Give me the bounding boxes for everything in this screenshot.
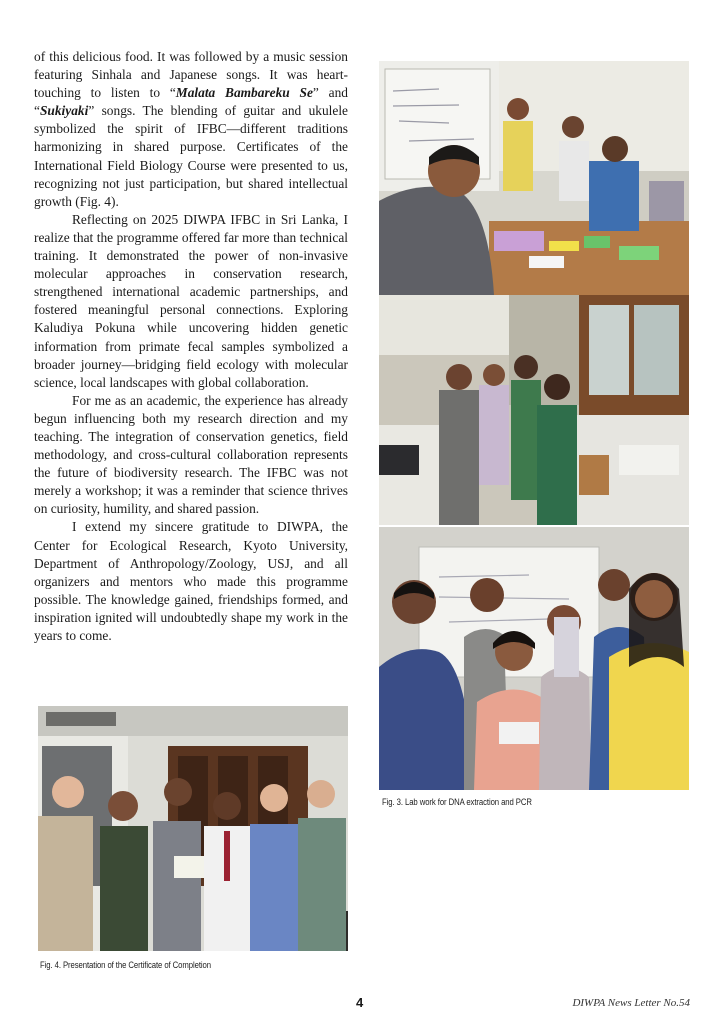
- article-body: [34, 48, 348, 645]
- song-title-malata: Malata Bambareku Se: [175, 85, 313, 101]
- lab-group-photo: [379, 295, 689, 525]
- paragraph-gratitude: I extend my sincere gratitude to DIWPA, the Center for Ecological Research, Kyoto University, Department of Anthropology/Zoology, USJ, and all organizers and mentors who made this programme possible. The knowledge gained, friendships formed, and inspiration ignited will undoubtedly shape my work in the years to come.: [34, 519, 348, 643]
- page-number: 4: [356, 995, 364, 1010]
- figure-3-caption: Fig. 3. Lab work for DNA extraction and PCR: [382, 797, 532, 807]
- lab-bench-photo: [379, 61, 689, 295]
- paragraph-reflection: Reflecting on 2025 DIWPA IFBC in Sri Lanka, I realize that the programme offered far more than technical training. It demonstrated the power of non-invasive molecular approaches in conservation research, strengthened international academic partnerships, and fostered meaningful personal connections. Exploring Kaludiya Pokuna while uncovering hidden genetic information from primate fecal samples symbolized a broader journey—bridging field ecology with molecular science, local landscapes with global collaboration.: [34, 211, 348, 390]
- paragraph-music-session: of this delicious food. It was followed by a music session featuring Sinhala and Japanese songs. It was heart-touching to listen to “Malata Bambareku Se” and “Sukiyaki” songs. The blending of guitar and ukulele symbolized the spirit of IFBC—different traditions harmonizing in shared purpose. Certificates of the International Field Biology Course were presented to us, recognizing not just participation, but shared intellectual growth (Fig. 4).: [34, 49, 348, 209]
- figure-4-caption: Fig. 4. Presentation of the Certificate of Completion: [40, 960, 211, 970]
- certificate-presentation-photo: [38, 706, 348, 951]
- newsletter-issue: DIWPA News Letter No.54: [572, 997, 690, 1009]
- paragraph-academic: For me as an academic, the experience has already begun influencing both my research direction and my teaching. The integration of conservation genetics, field methodology, and cross-cultural collaboration represents the future of biodiversity research. The IFBC was not merely a workshop; it was a reminder that science thrives on curiosity, humility, and shared passion.: [34, 392, 348, 517]
- group-selfie-photo: [379, 527, 689, 790]
- song-title-sukiyaki: Sukiyaki: [39, 103, 89, 119]
